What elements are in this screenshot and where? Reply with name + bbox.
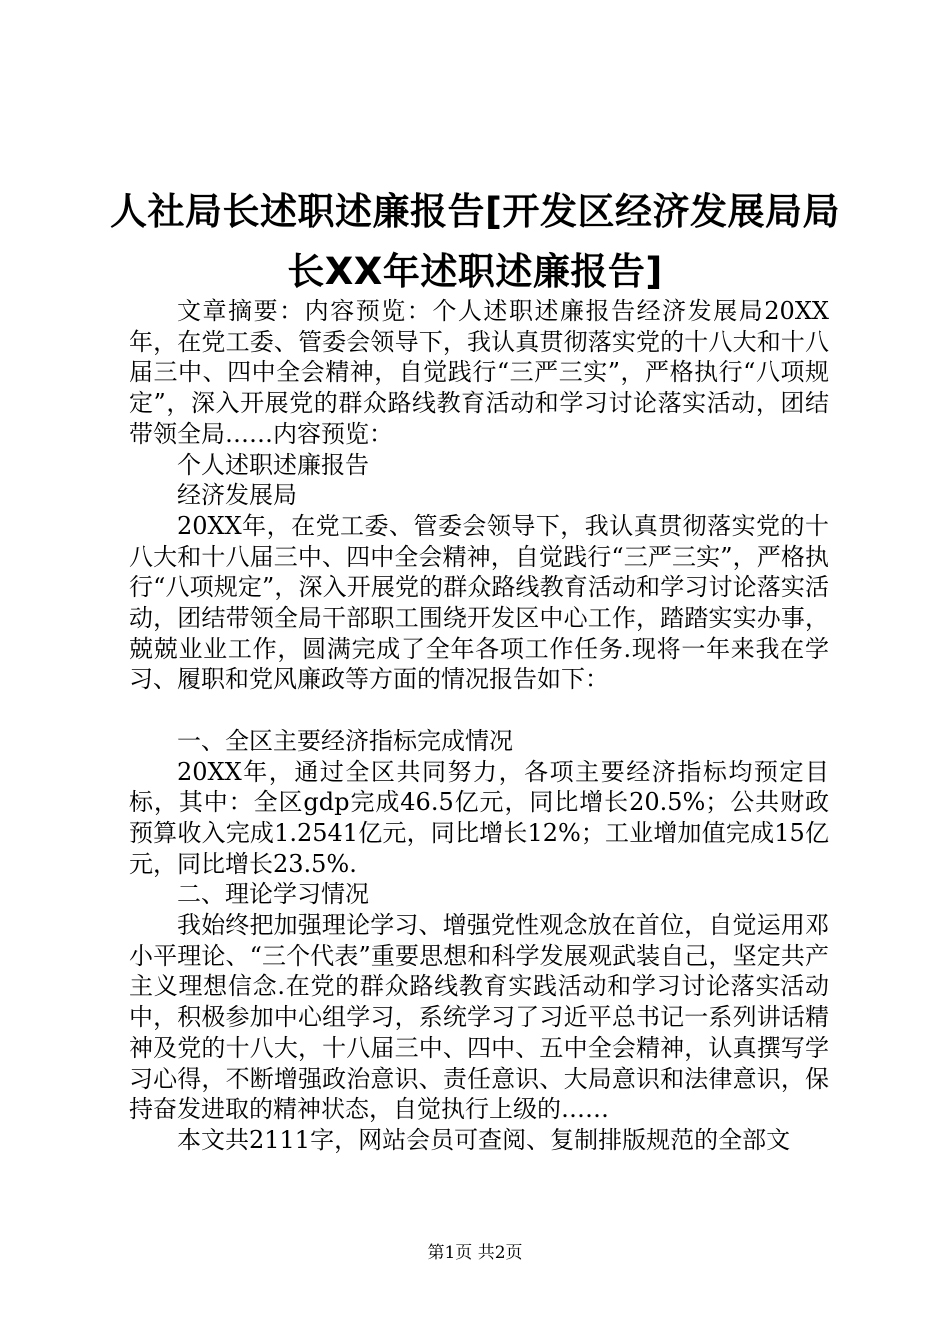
page-number: 第1页 共2页	[427, 1243, 523, 1263]
title-line-1: 人社局长述职述廉报告[开发区经济发展局局	[110, 190, 840, 233]
page-footer	[0, 1243, 950, 1263]
intro-paragraph: 20XX年，在党工委、管委会领导下，我认真贯彻落实党的十八大和十八届三中、四中全会精神，自觉践行“三严三实”，严格执行“八项规定”，深入开展党的群众路线教育活动和学习讨论落实活动，团结带领全局干部职工围绕开发区中心工作，踏踏实实办事，兢兢业业工作，圆满完成了全年各项工作任务.现将一年来我在学习、履职和党风廉政等方面的情况报告如下：	[129, 511, 829, 694]
section-heading-2: 二、理论学习情况	[177, 880, 369, 909]
section-heading-1: 一、全区主要经济指标完成情况	[177, 726, 513, 755]
department-name: 经济发展局	[177, 481, 297, 510]
word-count-notice: 本文共2111字，网站会员可查阅、复制排版规范的全部文	[177, 1125, 791, 1154]
document-body	[129, 296, 829, 1156]
abstract-paragraph: 文章摘要：内容预览：个人述职述廉报告经济发展局20XX年，在党工委、管委会领导下，我认真贯彻落实党的十八大和十八届三中、四中全会精神，自觉践行“三严三实”，严格执行“八项规定”，深入开展党的群众路线教育活动和学习讨论落实活动，团结带领全局……内容预览：	[129, 297, 829, 448]
paragraph-gap	[129, 695, 829, 726]
report-heading: 个人述职述廉报告	[177, 450, 369, 479]
title-line-2: 长XX年述职述廉报告]	[287, 250, 663, 293]
economic-indicators-paragraph: 20XX年，通过全区共同努力，各项主要经济指标均预定目标，其中：全区gdp完成46.5亿元，同比增长20.5%；公共财政预算收入完成1.2541亿元，同比增长12%；工业增加值完成15亿元，同比增长23.5%.	[129, 757, 829, 878]
document-title	[100, 182, 850, 302]
theory-study-paragraph: 我始终把加强理论学习、增强党性观念放在首位，自觉运用邓小平理论、“三个代表”重要思想和科学发展观武装自己，坚定共产主义理想信念.在党的群众路线教育实践活动和学习讨论落实活动中，积极参加中心组学习，系统学习了习近平总书记一系列讲话精神及党的十八大，十八届三中、四中、五中全会精神，认真撰写学习心得，不断增强政治意识、责任意识、大局意识和法律意识，保持奋发进取的精神状态，自觉执行上级的……	[129, 911, 829, 1124]
